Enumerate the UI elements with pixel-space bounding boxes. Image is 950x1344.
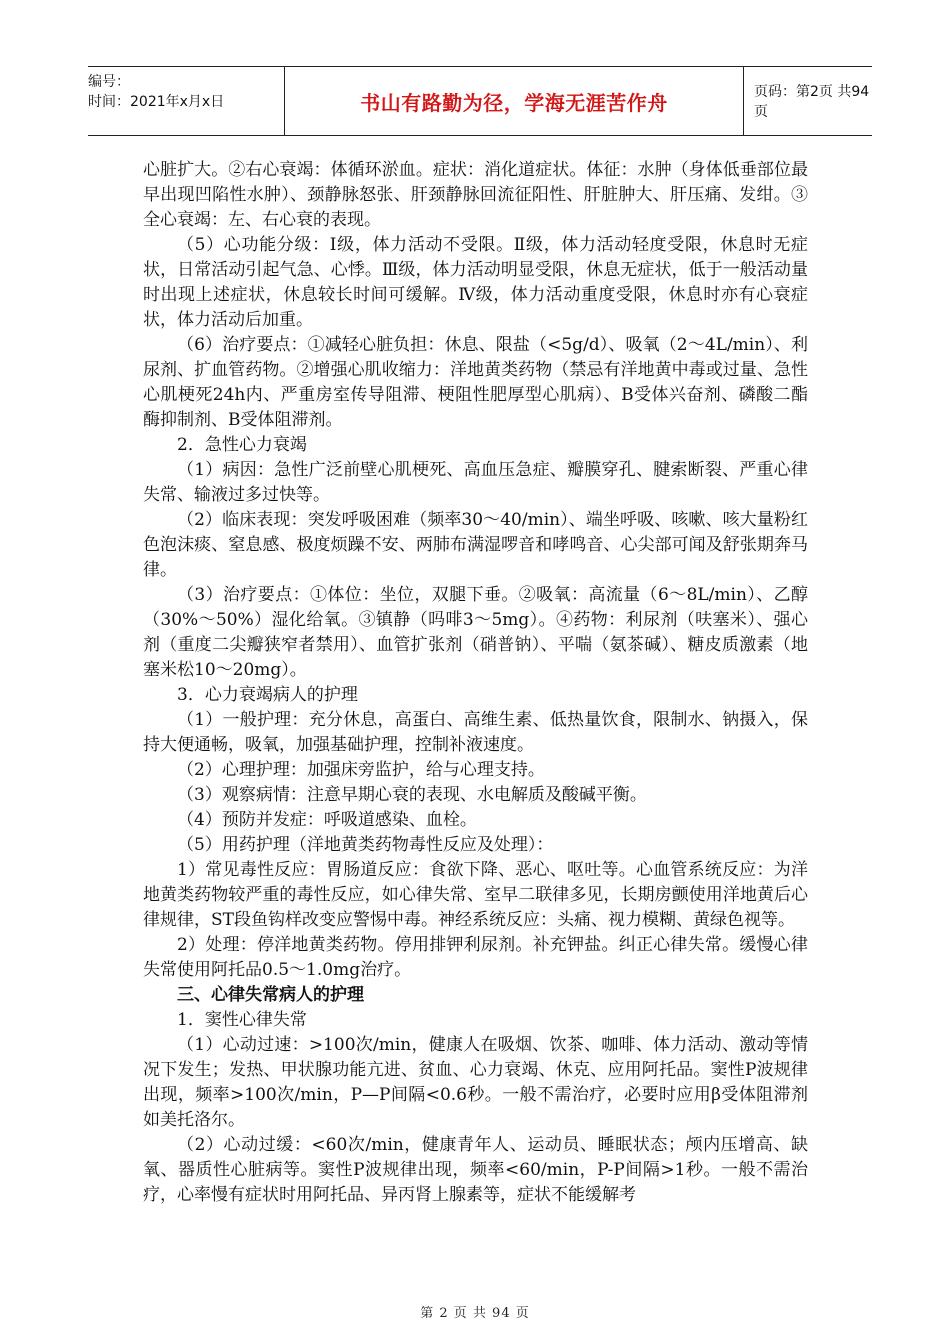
section-heading: 1．窦性心律失常 — [177, 1010, 307, 1030]
paragraph: （3）治疗要点：①体位：坐位，双腿下垂。②吸氧：高流量（6～8L/min）、乙醇（30%～50%）湿化给氧。③镇静（吗啡3～5mg）。④药物：利尿剂（呋塞米）、强心剂（重度二尖瓣狭窄者禁用）、血管扩张剂（硝普钠）、平喘（氨茶碱）、糖皮质激素（地塞米松10～20mg）。 — [143, 585, 808, 680]
paragraph: （5）用药护理（洋地黄类药物毒性反应及处理）： — [177, 835, 554, 855]
paragraph: （2）心理护理：加强床旁监护，给与心理支持。 — [177, 760, 545, 780]
paragraph: （2）心动过缓：<60次/min，健康青年人、运动员、睡眠状态；颅内压增高、缺氧、器质性心脏病等。窦性P波规律出现，频率<60/min，P-P间隔>1秒。一般不需治疗，心率慢有症状时用阿托品、异丙肾上腺素等，症状不能缓解考 — [143, 1135, 808, 1205]
paragraph: 1）常见毒性反应：胃肠道反应：食欲下降、恶心、呕吐等。心血管系统反应：为洋地黄类药物较严重的毒性反应，如心律失常、室早二联律多见，长期房颤使用洋地黄后心律规律，ST段鱼钩样改变应警惕中毒。神经系统反应：头痛、视力模糊、黄绿色视等。 — [143, 860, 808, 930]
paragraph: （6）治疗要点：①减轻心脏负担：休息、限盐（<5g/d）、吸氧（2～4L/min）、利尿剂、扩血管药物。②增强心肌收缩力：洋地黄类药物（禁忌有洋地黄中毒或过量、急性心肌梗死24h内、严重房室传导阻滞、梗阻性肥厚型心肌病）、Β受体兴奋剂、磷酸二酯酶抑制剂、Β受体阻滞剂。 — [143, 335, 808, 430]
paragraph: （1）病因：急性广泛前壁心肌梗死、高血压急症、瓣膜穿孔、腱索断裂、严重心律失常、输液过多过快等。 — [143, 460, 808, 505]
header-motto-cell — [284, 67, 744, 135]
page-footer: 第 2 页 共 94 页 — [420, 1306, 530, 1321]
header-meta — [88, 67, 284, 140]
paragraph: 心脏扩大。②右心衰竭：体循环淤血。症状：消化道症状。体征：水肿（身体低垂部位最早出现凹陷性水肿）、颈静脉怒张、肝颈静脉回流征阳性、肝脏肿大、肝压痛、发绀。③全心衰竭：左、右心衰的表现。 — [143, 160, 808, 230]
section-heading: 3．心力衰竭病人的护理 — [177, 685, 358, 705]
paragraph: （1）一般护理：充分休息，高蛋白、高维生素、低热量饮食，限制水、钠摄入，保持大便通畅，吸氧，加强基础护理，控制补液速度。 — [143, 710, 808, 755]
paragraph: （3）观察病情：注意早期心衰的表现、水电解质及酸碱平衡。 — [177, 785, 647, 805]
motto: 书山有路勤为径，学海无涯苦作舟 — [360, 90, 668, 115]
section-heading: 2．急性心力衰竭 — [177, 435, 307, 455]
paragraph: （5）心功能分级：Ⅰ级，体力活动不受限。Ⅱ级，体力活动轻度受限，休息时无症状，日常活动引起气急、心悸。Ⅲ级，体力活动明显受限，休息无症状，低于一般活动量时出现上述症状，休息较长时间可缓解。Ⅳ级，体力活动重度受限，休息时亦有心衰症状，体力活动后加重。 — [143, 235, 808, 330]
page-indicator: 页码：第2页 共94页 — [754, 84, 870, 120]
paragraph: （1）心动过速：>100次/min，健康人在吸烟、饮茶、咖啡、体力活动、激动等情况下发生；发热、甲状腺功能亢进、贫血、心力衰竭、休克、应用阿托品。窦性P波规律出现，频率>100次/min，P—P间隔<0.6秒。一般不需治疗，必要时应用β受体阻滞剂如美托洛尔。 — [143, 1035, 808, 1130]
header-page-cell — [744, 67, 872, 135]
document-body — [143, 158, 808, 1208]
document-number-label: 编号： — [88, 74, 130, 90]
chapter-heading: 三、心律失常病人的护理 — [177, 985, 364, 1005]
page-header — [88, 66, 872, 136]
paragraph: （2）临床表现：突发呼吸困难（频率30～40/min）、端坐呼吸、咳嗽、咳大量粉红色泡沫痰、窒息感、极度烦躁不安、两肺布满湿啰音和哮鸣音、心尖部可闻及舒张期奔马律。 — [143, 510, 808, 580]
paragraph: 2）处理：停洋地黄类药物。停用排钾利尿剂。补充钾盐。纠正心律失常。缓慢心律失常使用阿托品0.5～1.0mg治疗。 — [143, 935, 808, 980]
date-label: 时间：2021年x月x日 — [88, 94, 225, 110]
paragraph: （4）预防并发症：呼吸道感染、血栓。 — [177, 810, 477, 830]
